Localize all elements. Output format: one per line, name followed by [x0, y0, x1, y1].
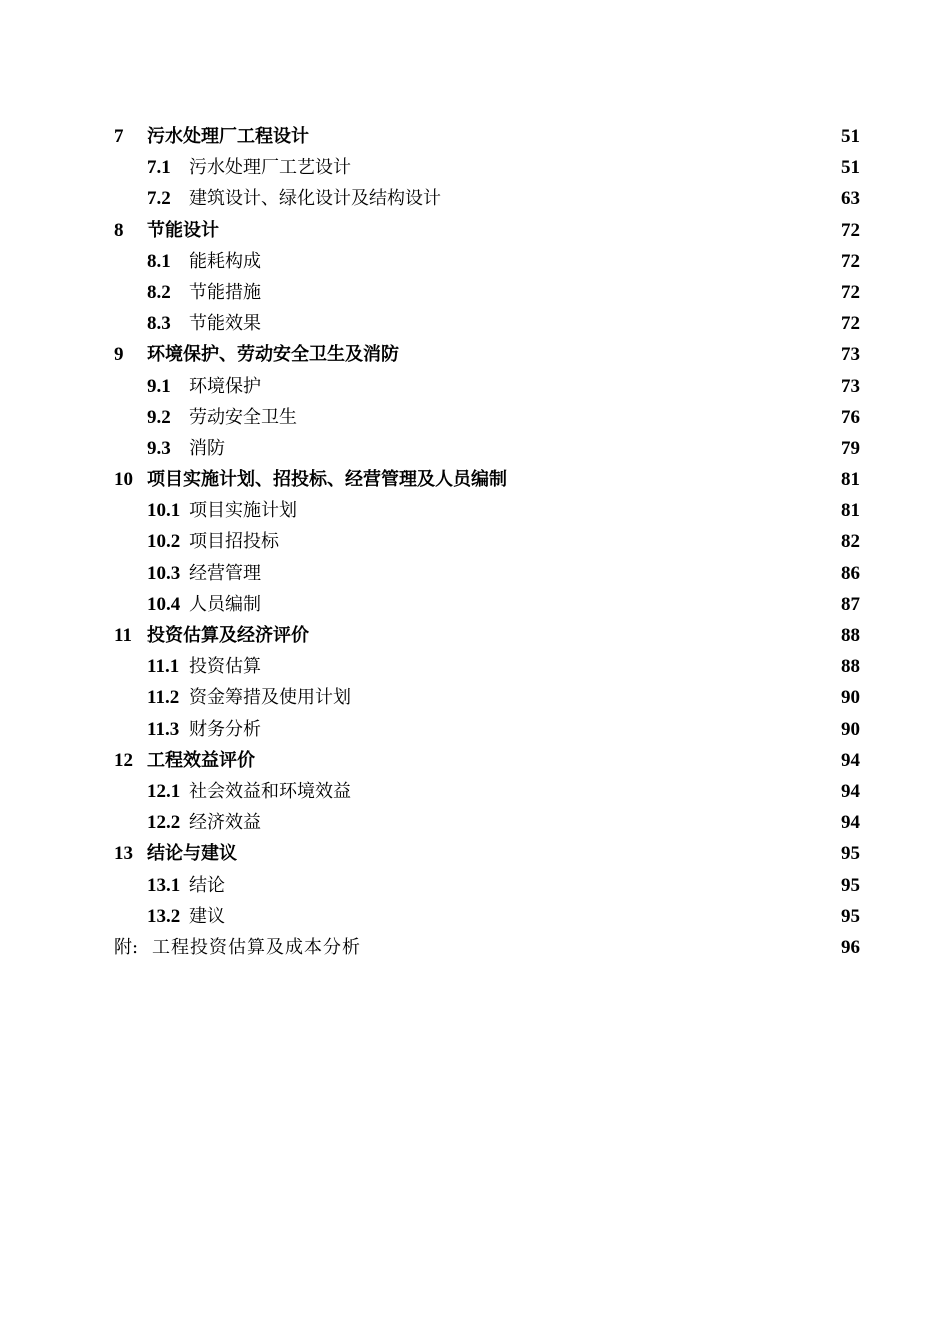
- toc-entry-number: 9.3: [147, 437, 171, 459]
- toc-section-entry[interactable]: [114, 402, 860, 433]
- toc-entry-title: 劳动安全卫生: [189, 406, 297, 428]
- toc-entry-number: 8.1: [147, 250, 171, 272]
- toc-entry-page-number: 72: [841, 250, 860, 272]
- toc-appendix-entry[interactable]: [114, 932, 860, 963]
- toc-section-entry[interactable]: [114, 495, 860, 526]
- toc-entry-number: 13: [114, 843, 133, 865]
- toc-entry-page-number: 72: [841, 281, 860, 303]
- toc-entry-page-number: 76: [841, 406, 860, 428]
- toc-entry-title: 人员编制: [189, 593, 261, 615]
- toc-entry-number: 12.2: [147, 812, 181, 834]
- toc-entry-page-number: 72: [841, 219, 860, 241]
- toc-section-entry[interactable]: [114, 651, 860, 682]
- toc-entry-page-number: 94: [841, 812, 860, 834]
- toc-entry-title: 能耗构成: [189, 250, 261, 272]
- toc-entry-page-number: 88: [841, 656, 860, 678]
- toc-section-entry[interactable]: [114, 152, 860, 183]
- toc-entry-page-number: 79: [841, 437, 860, 459]
- toc-entry-number: 附:: [114, 936, 139, 958]
- toc-entry-number: 8: [114, 219, 124, 241]
- toc-chapter-entry[interactable]: [114, 215, 860, 246]
- toc-entry-number: 8.2: [147, 281, 171, 303]
- toc-section-entry[interactable]: [114, 558, 860, 589]
- toc-section-entry[interactable]: [114, 870, 860, 901]
- toc-entry-title: 项目实施计划: [189, 500, 297, 522]
- toc-entry-title: 经营管理: [189, 562, 261, 584]
- toc-entry-title: 结论: [189, 874, 225, 896]
- toc-entry-page-number: 86: [841, 562, 860, 584]
- toc-entry-page-number: 94: [841, 749, 860, 771]
- toc-entry-title: 项目招投标: [189, 531, 279, 553]
- toc-entry-number: 11.3: [147, 718, 180, 740]
- toc-entry-number: 13.2: [147, 905, 181, 927]
- toc-entry-page-number: 73: [841, 344, 860, 366]
- toc-entry-page-number: 82: [841, 531, 860, 553]
- toc-entry-title: 工程投资估算及成本分析: [152, 936, 361, 958]
- toc-entry-number: 7: [114, 126, 124, 147]
- toc-section-entry[interactable]: [114, 776, 860, 807]
- toc-chapter-entry[interactable]: [114, 745, 860, 776]
- toc-entry-number: 11.2: [147, 687, 180, 709]
- toc-entry-title: 经济效益: [189, 812, 261, 834]
- toc-entry-number: 9: [114, 344, 124, 366]
- toc-entry-number: 11: [114, 625, 132, 646]
- toc-entry-page-number: 81: [841, 500, 860, 522]
- toc-entry-number: 7.1: [147, 157, 171, 179]
- toc-entry-title: 消防: [189, 437, 225, 459]
- toc-entry-number: 11.1: [147, 656, 180, 678]
- toc-entry-page-number: 51: [841, 126, 860, 147]
- toc-entry-title: 资金筹措及使用计划: [189, 687, 351, 709]
- toc-entry-page-number: 94: [841, 780, 860, 802]
- toc-entry-number: 9.1: [147, 375, 171, 397]
- toc-entry-page-number: 63: [841, 188, 860, 210]
- toc-entry-page-number: 96: [841, 936, 860, 958]
- toc-entry-title: 投资估算及经济评价: [147, 625, 309, 646]
- toc-entry-number: 10.3: [147, 562, 181, 584]
- toc-entry-page-number: 90: [841, 687, 860, 709]
- toc-entry-number: 10.2: [147, 531, 181, 553]
- toc-entry-number: 10: [114, 469, 133, 491]
- toc-section-entry[interactable]: [114, 901, 860, 932]
- toc-entry-page-number: 88: [841, 625, 860, 646]
- table-of-contents: [114, 121, 860, 963]
- toc-entry-number: 12: [114, 749, 133, 771]
- toc-entry-page-number: 73: [841, 375, 860, 397]
- toc-section-entry[interactable]: [114, 246, 860, 277]
- toc-entry-title: 建议: [189, 905, 225, 927]
- toc-entry-title: 节能效果: [189, 313, 261, 335]
- toc-entry-title: 环境保护: [189, 375, 261, 397]
- toc-entry-page-number: 51: [841, 157, 860, 179]
- toc-entry-page-number: 95: [841, 874, 860, 896]
- toc-section-entry[interactable]: [114, 277, 860, 308]
- toc-section-entry[interactable]: [114, 682, 860, 713]
- toc-section-entry[interactable]: [114, 433, 860, 464]
- toc-entry-number: 12.1: [147, 780, 181, 802]
- toc-section-entry[interactable]: [114, 526, 860, 557]
- toc-entry-title: 工程效益评价: [147, 749, 255, 771]
- toc-section-entry[interactable]: [114, 371, 860, 402]
- toc-entry-number: 10.4: [147, 593, 181, 615]
- toc-entry-title: 节能措施: [189, 281, 261, 303]
- toc-entry-number: 8.3: [147, 313, 171, 335]
- toc-entry-number: 7.2: [147, 188, 171, 210]
- toc-section-entry[interactable]: [114, 589, 860, 620]
- toc-chapter-entry[interactable]: [114, 121, 860, 152]
- toc-entry-page-number: 72: [841, 313, 860, 335]
- toc-entry-title: 财务分析: [189, 718, 261, 740]
- toc-chapter-entry[interactable]: [114, 339, 860, 370]
- toc-entry-page-number: 95: [841, 843, 860, 865]
- toc-entry-title: 项目实施计划、招投标、经营管理及人员编制: [147, 469, 507, 491]
- toc-entry-title: 社会效益和环境效益: [189, 780, 351, 802]
- toc-entry-page-number: 81: [841, 469, 860, 491]
- toc-entry-title: 建筑设计、绿化设计及结构设计: [189, 188, 441, 210]
- toc-section-entry[interactable]: [114, 807, 860, 838]
- toc-section-entry[interactable]: [114, 183, 860, 214]
- toc-section-entry[interactable]: [114, 714, 860, 745]
- toc-entry-title: 节能设计: [147, 219, 219, 241]
- toc-chapter-entry[interactable]: [114, 620, 860, 651]
- toc-section-entry[interactable]: [114, 308, 860, 339]
- toc-entry-number: 10.1: [147, 500, 181, 522]
- toc-entry-page-number: 95: [841, 905, 860, 927]
- toc-entry-number: 13.1: [147, 874, 181, 896]
- toc-chapter-entry[interactable]: [114, 838, 860, 869]
- toc-entry-title: 环境保护、劳动安全卫生及消防: [147, 344, 399, 366]
- toc-entry-page-number: 87: [841, 593, 860, 615]
- toc-chapter-entry[interactable]: [114, 464, 860, 495]
- toc-entry-number: 9.2: [147, 406, 171, 428]
- toc-entry-title: 投资估算: [189, 656, 261, 678]
- toc-entry-title: 污水处理厂工程设计: [147, 126, 309, 147]
- toc-entry-page-number: 90: [841, 718, 860, 740]
- toc-entry-title: 污水处理厂工艺设计: [189, 157, 351, 179]
- toc-entry-title: 结论与建议: [147, 843, 237, 865]
